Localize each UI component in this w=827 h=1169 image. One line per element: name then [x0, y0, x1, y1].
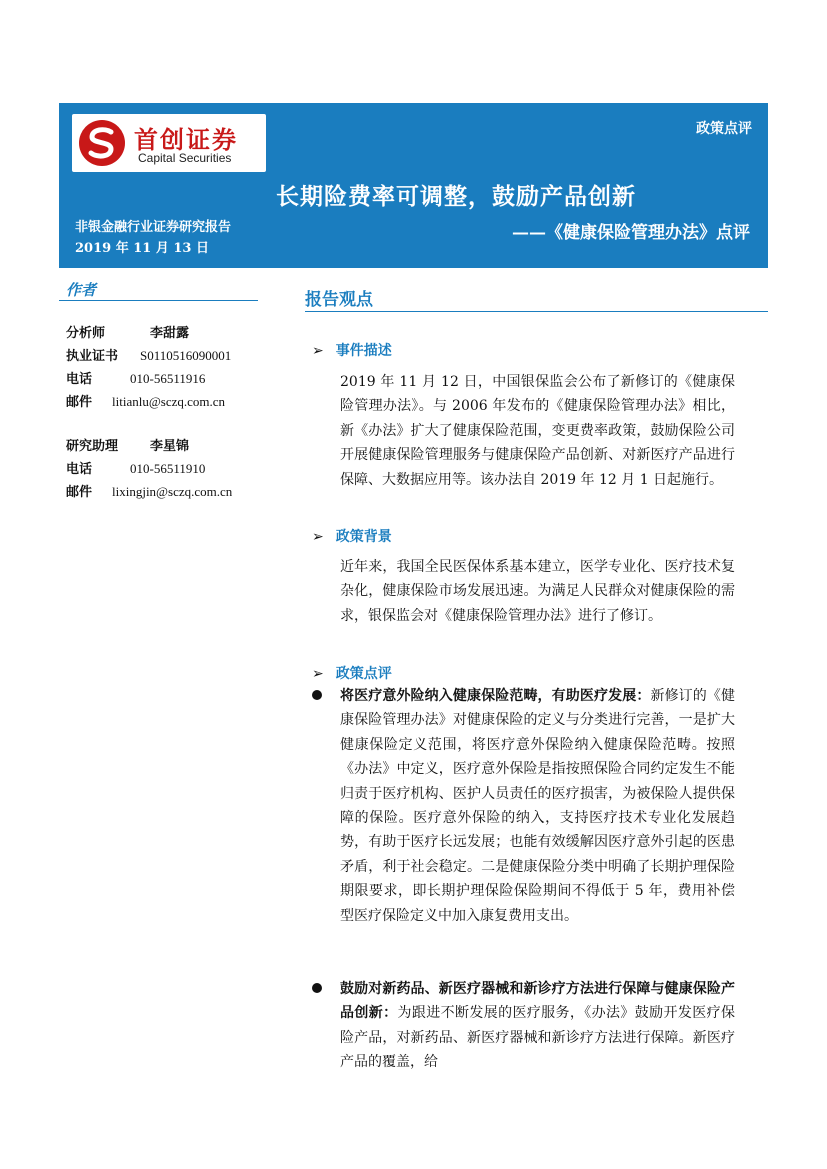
analyst-phone-row — [66, 368, 205, 387]
assistant-phone: 010-56511910 — [130, 461, 206, 476]
assistant-email-row — [66, 481, 232, 500]
document-type: 政策点评 — [696, 121, 752, 137]
arrow-bullet-icon: ➢ — [312, 529, 324, 545]
analyst-row — [66, 322, 189, 341]
email-label: 邮件 — [66, 485, 93, 500]
logo-english-name: Capital Securities — [138, 151, 232, 165]
analyst-email-row — [66, 391, 225, 410]
section-title-review: ➢ 政策点评 — [312, 666, 392, 682]
section-title-background: ➢ 政策背景 — [312, 529, 392, 545]
review-point-1 — [340, 684, 735, 928]
report-date: 2019 年 11 月 13 日 — [75, 241, 209, 256]
analyst-cert-row — [66, 345, 231, 364]
phone-label: 电话 — [66, 462, 93, 477]
phone-label: 电话 — [66, 372, 93, 387]
review-point-2-lead: 鼓励对新药品、新医疗器械和新诊疗方法进行保障与健康保险产品创新： — [340, 981, 735, 1022]
bullet-dot-icon — [312, 983, 322, 993]
report-divider — [305, 311, 768, 312]
analyst-email[interactable]: litianlu@sczq.com.cn — [112, 394, 226, 409]
analyst-cert: S0110516090001 — [140, 348, 232, 363]
report-category: 非银金融行业证券研究报告 — [75, 220, 232, 235]
review-point-2-text: 为跟进不断发展的医疗服务，《办法》鼓励开发医疗保险产品，对新药品、新医疗器械和新诊疗方法进行保障。新医疗产品的覆盖，给 — [340, 1005, 736, 1071]
assistant-row — [66, 435, 189, 454]
arrow-bullet-icon: ➢ — [312, 343, 324, 359]
report-heading: 报告观点 — [305, 290, 373, 310]
bullet-dot-icon — [312, 690, 322, 700]
assistant-phone-row — [66, 458, 205, 477]
section-title-event: ➢ 事件描述 — [312, 343, 392, 359]
author-divider — [59, 300, 258, 301]
author-heading: 作者 — [66, 281, 97, 299]
cert-label: 执业证书 — [66, 349, 119, 364]
analyst-role: 分析师 — [66, 326, 106, 341]
company-logo — [72, 114, 266, 172]
email-label: 邮件 — [66, 395, 93, 410]
report-title: 长期险费率可调整，鼓励产品创新 — [276, 183, 636, 210]
assistant-email[interactable]: lixingjin@sczq.com.cn — [112, 484, 233, 499]
review-point-1-text: 新修订的《健康保险管理办法》对健康保险的定义与分类进行完善，一是扩大健康保险定义范围，将医疗意外保险纳入健康保险范畴。按照《办法》中定义，医疗意外保险是指按照保险合同约定发生不能归责于医疗机构、医护人员责任的医疗损害，为被保险人提供保障的保险。医疗意外保险的纳入，支持医疗技术专业化发展趋势，有助于医疗长远发展；也能有效缓解因医疗意外引起的医患矛盾，利于社会稳定。二是健康保险分类中明确了长期护理保险期限要求，即长期护理保险保险期间不得低于 5 年，费用补偿型医疗保险定义中加入康复费用支出。 — [340, 688, 736, 924]
review-point-2 — [340, 977, 735, 1075]
review-point-1-lead: 将医疗意外险纳入健康保险范畴，有助医疗发展： — [340, 688, 651, 704]
report-subtitle: ——《健康保险管理办法》点评 — [512, 223, 750, 243]
capital-securities-logo-icon — [78, 119, 126, 167]
logo-chinese-name: 首创证券 — [134, 125, 238, 154]
assistant-name: 李星锦 — [150, 439, 190, 454]
analyst-phone: 010-56511916 — [130, 371, 206, 386]
assistant-role: 研究助理 — [66, 439, 119, 454]
section-text-background: 近年来，我国全民医保体系基本建立，医学专业化、医疗技术复杂化，健康保险市场发展迅速。为满足人民群众对健康保险的需求，银保监会对《健康保险管理办法》进行了修订。 — [340, 559, 735, 624]
section-text-event: 2019 年 11 月 12 日，中国银保监会公布了新修订的《健康保险管理办法》。与 2006 年发布的《健康保险管理办法》相比，新《办法》扩大了健康保险范围，变更费率政策，鼓励保险公司开展健康保险管理服务与健康保险产品创新、对新医疗产品进行保障、大数据应用等。该办法自 2019 年 12 月 1 日起施行。 — [340, 374, 735, 488]
analyst-name: 李甜露 — [150, 326, 190, 341]
arrow-bullet-icon: ➢ — [312, 666, 324, 682]
